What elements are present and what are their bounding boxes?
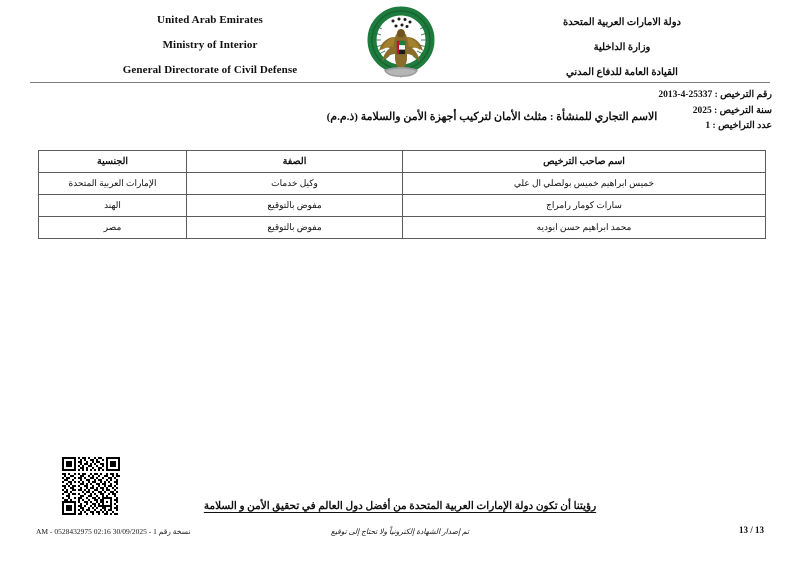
copy-info-line: نسخة رقم 1 - 30/09/2025 02:16 AM - 0528432975 bbox=[36, 527, 191, 536]
cell-nationality: مصر bbox=[39, 217, 187, 239]
header-arabic-line-3: القيادة العامة للدفاع المدني bbox=[566, 67, 678, 78]
table-row bbox=[39, 173, 766, 195]
header-english-line-2: Ministry of Interior bbox=[162, 39, 258, 51]
header-english-block bbox=[60, 8, 360, 83]
cell-owner-name: محمد ابراهيم حسن ابوديه bbox=[403, 217, 766, 239]
cell-capacity: وكيل خدمات bbox=[187, 173, 403, 195]
cell-capacity: مفوض بالتوقيع bbox=[187, 217, 403, 239]
license-count-row: عدد التراخيص : 1 bbox=[705, 121, 772, 131]
header-english-line-1: United Arab Emirates bbox=[157, 14, 263, 26]
column-header-owner-name: اسم صاحب الترخيص bbox=[403, 151, 766, 173]
header-english-line-3: General Directorate of Civil Defense bbox=[122, 64, 298, 76]
header-arabic-block bbox=[472, 10, 772, 85]
header-arabic-line-2: وزارة الداخلية bbox=[593, 42, 651, 53]
table-row bbox=[39, 195, 766, 217]
page-indicator: 13 / 13 bbox=[738, 525, 764, 535]
license-year-row: سنة الترخيص : 2025 bbox=[692, 105, 772, 116]
cell-owner-name: سارات كومار رامراج bbox=[403, 195, 766, 217]
table-row bbox=[39, 217, 766, 239]
cell-nationality: الهند bbox=[39, 195, 187, 217]
cell-owner-name: خميس ابراهيم خميس بولصلي ال علي bbox=[403, 173, 766, 195]
document-header bbox=[0, 0, 800, 82]
uae-civil-defense-emblem-icon bbox=[366, 6, 436, 84]
header-arabic-line-1: دولة الامارات العربية المتحدة bbox=[563, 17, 681, 28]
trade-name-line: الاسم التجاري للمنشأة : مثلث الأمان لتركيب أجهزة الأمن والسلامة (ذ.م.م) bbox=[326, 111, 658, 123]
table-header-row bbox=[39, 151, 766, 173]
cell-capacity: مفوض بالتوقيع bbox=[187, 195, 403, 217]
vision-statement: رؤيتنا أن تكون دولة الإمارات العربية المتحدة من أفضل دول العالم في تحقيق الأمن و السلامة bbox=[203, 501, 597, 512]
header-divider bbox=[30, 82, 770, 83]
license-owners-table bbox=[38, 150, 766, 239]
license-number-row: رقم الترخيص : 25337-4-2013 bbox=[658, 90, 772, 100]
column-header-nationality: الجنسية bbox=[39, 151, 187, 173]
column-header-capacity: الصفة bbox=[187, 151, 403, 173]
cell-nationality: الإمارات العربية المتحدة bbox=[39, 173, 187, 195]
electronic-issuance-note: تم إصدار الشهادة إلكترونياً ولا تحتاج إلى توقيع bbox=[330, 527, 470, 536]
